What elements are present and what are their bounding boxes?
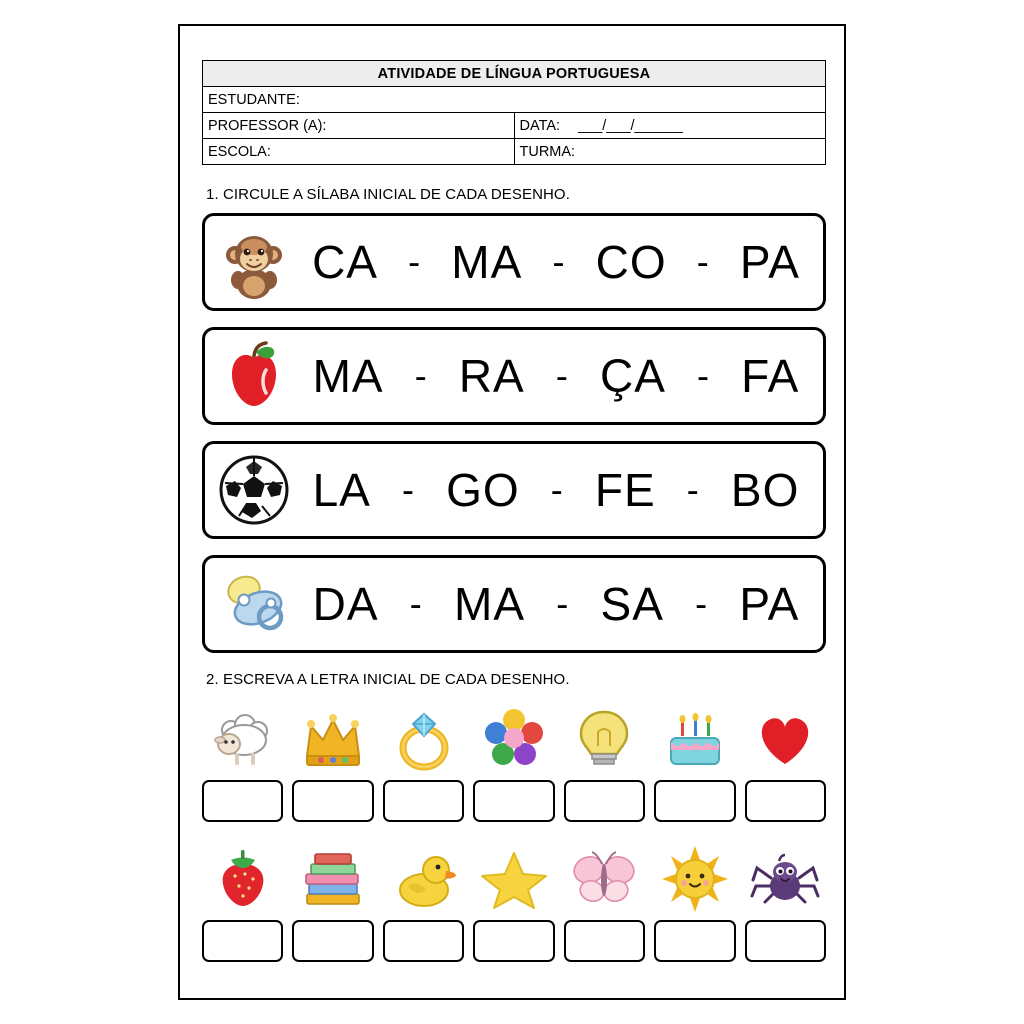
syllable-row[interactable] bbox=[202, 441, 826, 539]
strawberry-icon bbox=[202, 838, 283, 912]
separator: - bbox=[555, 355, 569, 396]
answer-box[interactable] bbox=[292, 920, 373, 962]
syllable-options[interactable] bbox=[297, 349, 823, 403]
separator: - bbox=[697, 355, 710, 396]
letter-grid-row-2 bbox=[202, 838, 826, 912]
separator: - bbox=[414, 355, 428, 396]
field-data-blank: ___/___/______ bbox=[578, 117, 683, 134]
separator: - bbox=[401, 469, 415, 510]
separator: - bbox=[556, 583, 570, 624]
separator: - bbox=[695, 583, 709, 624]
separator: - bbox=[696, 241, 710, 282]
ring-icon bbox=[383, 698, 464, 772]
field-data-label: DATA: bbox=[519, 117, 561, 134]
sun-icon bbox=[654, 838, 735, 912]
worksheet-sheet bbox=[178, 24, 846, 1000]
answer-box[interactable] bbox=[202, 920, 283, 962]
syllable-option[interactable]: BO bbox=[730, 464, 800, 516]
heart-icon bbox=[745, 698, 826, 772]
syllable-row[interactable] bbox=[202, 327, 826, 425]
syllable-row[interactable] bbox=[202, 213, 826, 311]
separator: - bbox=[409, 583, 423, 624]
answer-box[interactable] bbox=[383, 780, 464, 822]
answer-box[interactable] bbox=[564, 920, 645, 962]
syllable-row[interactable] bbox=[202, 555, 826, 653]
syllable-options[interactable] bbox=[297, 463, 823, 517]
answer-boxes-row-2 bbox=[202, 912, 826, 978]
answer-box[interactable] bbox=[564, 780, 645, 822]
butterfly-icon bbox=[564, 838, 645, 912]
sheep-icon bbox=[202, 698, 283, 772]
letter-grid-row-1 bbox=[202, 698, 826, 772]
answer-box[interactable] bbox=[383, 920, 464, 962]
syllable-option[interactable]: CA bbox=[312, 236, 378, 288]
instruction-2: 2. ESCREVA A LETRA INICIAL DE CADA DESENHO. bbox=[206, 671, 570, 688]
answer-box[interactable] bbox=[202, 780, 283, 822]
answer-box[interactable] bbox=[473, 920, 554, 962]
answer-box[interactable] bbox=[292, 780, 373, 822]
pacifier-icon bbox=[211, 561, 297, 647]
syllable-option[interactable]: RA bbox=[458, 350, 525, 402]
separator: - bbox=[408, 241, 422, 282]
apple-icon bbox=[211, 333, 297, 419]
answer-box[interactable] bbox=[654, 780, 735, 822]
syllable-option[interactable]: MA bbox=[312, 350, 384, 402]
separator: - bbox=[552, 241, 566, 282]
page-title: ATIVIDADE DE LÍNGUA PORTUGUESA bbox=[203, 61, 826, 87]
syllable-option[interactable]: PA bbox=[739, 236, 800, 288]
answer-boxes-row-1 bbox=[202, 772, 826, 838]
syllable-option[interactable]: FA bbox=[741, 350, 800, 402]
flower-icon bbox=[473, 698, 554, 772]
lightbulb-icon bbox=[564, 698, 645, 772]
cake-icon bbox=[654, 698, 735, 772]
field-professor[interactable]: PROFESSOR (A): bbox=[203, 113, 515, 139]
duck-icon bbox=[383, 838, 464, 912]
syllable-option[interactable]: CO bbox=[595, 236, 667, 288]
syllable-option[interactable]: LA bbox=[312, 464, 371, 516]
field-estudante[interactable]: ESTUDANTE: bbox=[203, 87, 826, 113]
field-data[interactable] bbox=[514, 113, 826, 139]
answer-box[interactable] bbox=[473, 780, 554, 822]
instruction-1: 1. CIRCULE A SÍLABA INICIAL DE CADA DESENHO. bbox=[206, 186, 570, 203]
syllable-option[interactable]: MA bbox=[451, 236, 523, 288]
field-turma[interactable]: TURMA: bbox=[514, 139, 826, 165]
syllable-options[interactable] bbox=[297, 577, 823, 631]
answer-box[interactable] bbox=[654, 920, 735, 962]
syllable-option[interactable]: PA bbox=[739, 578, 800, 630]
separator: - bbox=[550, 469, 564, 510]
syllable-option[interactable]: ÇA bbox=[599, 350, 666, 402]
books-icon bbox=[292, 838, 373, 912]
separator: - bbox=[686, 469, 700, 510]
soccer-ball-icon bbox=[211, 447, 297, 533]
spider-icon bbox=[745, 838, 826, 912]
answer-box[interactable] bbox=[745, 780, 826, 822]
star-icon bbox=[473, 838, 554, 912]
monkey-icon bbox=[211, 219, 297, 305]
syllable-options[interactable] bbox=[297, 235, 823, 289]
syllable-option[interactable]: SA bbox=[600, 578, 664, 630]
syllable-option[interactable]: GO bbox=[446, 464, 520, 516]
answer-box[interactable] bbox=[745, 920, 826, 962]
field-escola[interactable]: ESCOLA: bbox=[203, 139, 515, 165]
crown-icon bbox=[292, 698, 373, 772]
syllable-option[interactable]: FE bbox=[594, 464, 656, 516]
syllable-option[interactable]: DA bbox=[312, 578, 379, 630]
header-table bbox=[202, 60, 826, 165]
syllable-option[interactable]: MA bbox=[454, 578, 526, 630]
